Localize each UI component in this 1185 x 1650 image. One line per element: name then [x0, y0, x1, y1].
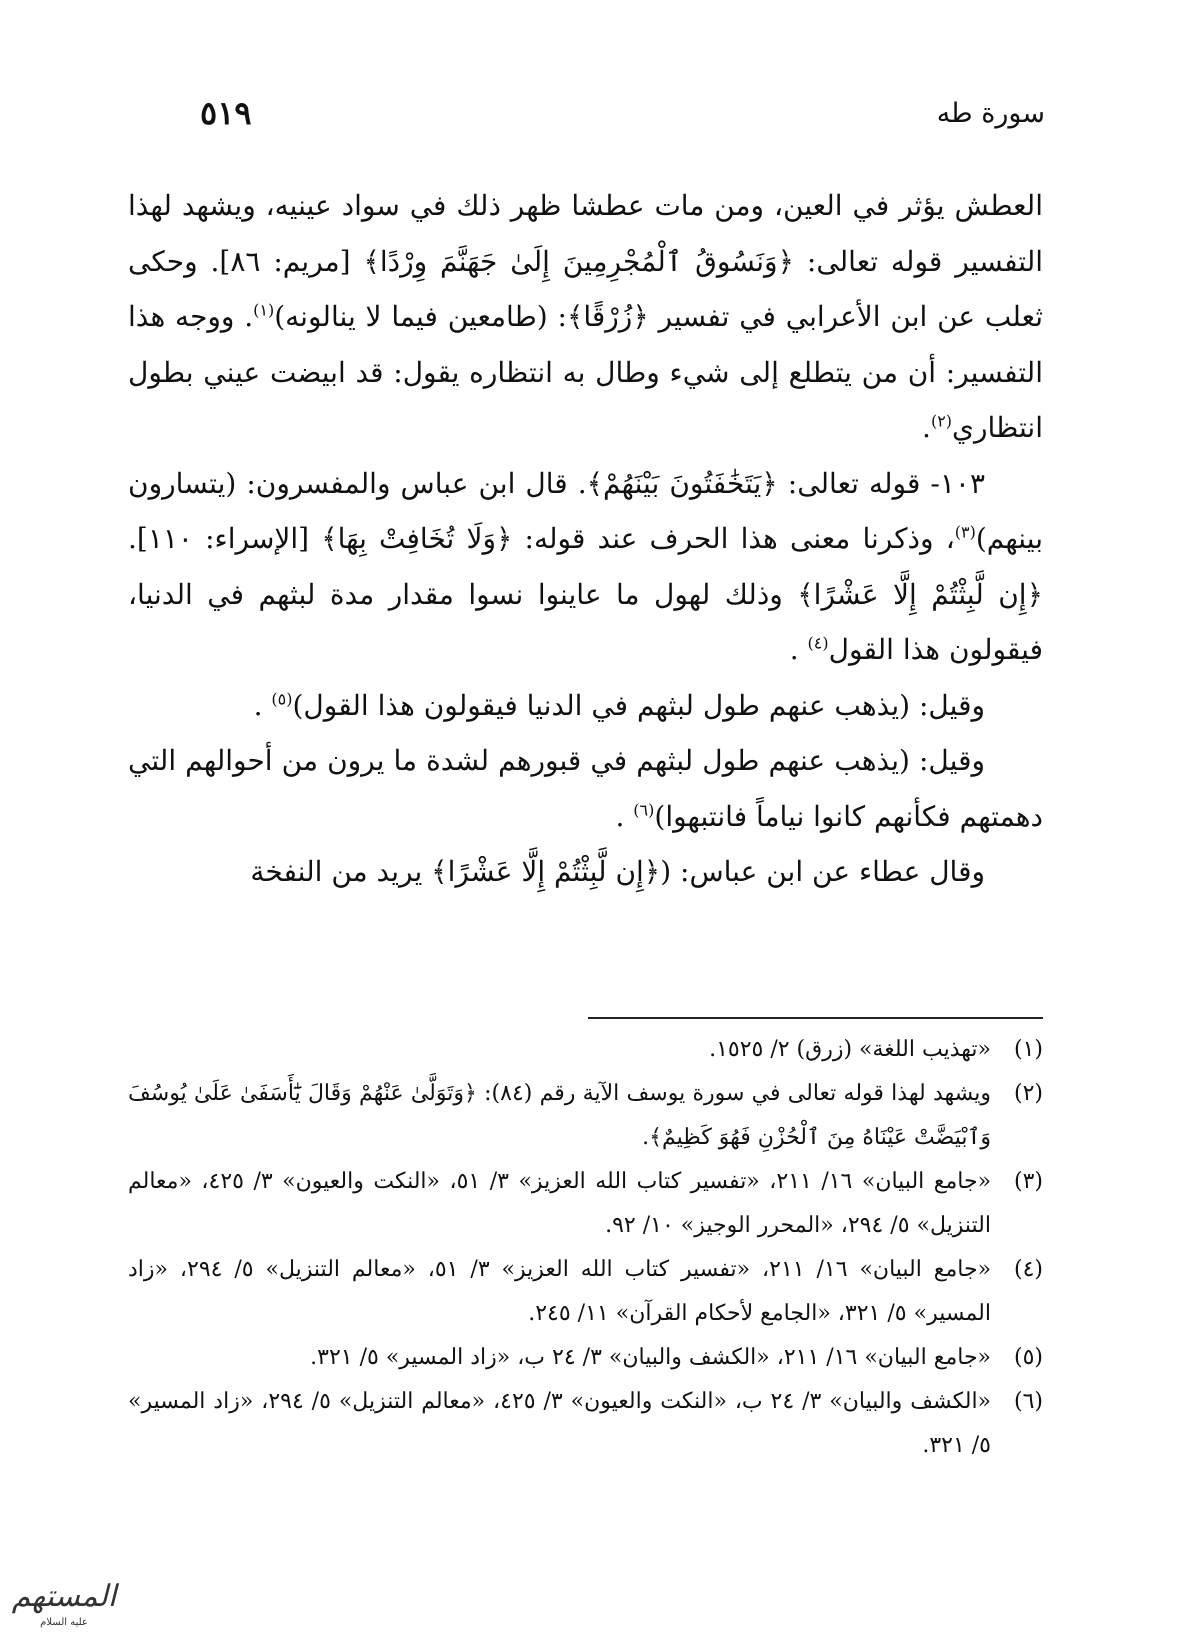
page-header — [170, 92, 1045, 142]
footnote-text: «جامع البيان» ١٦/ ٢١١، «تفسير كتاب الله العزيز» ٣/ ٥١، «معالم التنزيل» ٥/ ٢٩٤، «زاد المسير» ٥/ ٣٢١، «الجامع لأحكام القرآن» ١١/ ٢٤٥. — [128, 1257, 992, 1326]
footnote-number: (٣) — [1013, 1169, 1043, 1194]
paragraph: وقيل: (يذهب عنهم طول لبثهم في قبورهم لشدة ما يرون من أحوالهم التي دهمتهم فكأنهم كانوا نياماً فانتبهوا)$^{(٦)}$ . — [128, 744, 1043, 833]
footnote-number: (٢) — [1013, 1081, 1043, 1106]
surah-name: سورة طه — [936, 98, 1045, 129]
publisher-logo — [8, 1578, 120, 1640]
footnote-number: (٦) — [1013, 1389, 1043, 1414]
footnote-text: «جامع البيان» ١٦/ ٢١١، «الكشف والبيان» ٣/ ٢٤ ب، «زاد المسير» ٥/ ٣٢١. — [310, 1345, 991, 1370]
footnote-ref: (٦) — [633, 800, 655, 820]
paragraph: وقيل: (يذهب عنهم طول لبثهم في الدنيا فيقولون هذا القول)$^{(٥)}$ . — [253, 688, 985, 722]
logo-calligraphy: المستهم — [11, 1579, 117, 1614]
footnote — [128, 1072, 1043, 1160]
footnote — [128, 1028, 1043, 1072]
footnote-text: ويشهد لهذا قوله تعالى في سورة يوسف الآية رقم (٨٤): ﴿وَتَوَلَّىٰ عَنْهُمْ وَقَالَ يَٰٓأَسَفَىٰ عَلَىٰ يُوسُفَ وَٱبْيَضَّتْ عَيْنَاهُ مِنَ ٱلْحُزْنِ فَهُوَ كَظِيمٌ﴾. — [128, 1081, 992, 1150]
footnote — [128, 1248, 1043, 1336]
footnote-separator — [588, 1017, 1043, 1019]
footnote-text: «تهذيب اللغة» (زرق) ٢/ ١٥٢٥. — [709, 1037, 991, 1062]
footnote-number: (٥) — [1013, 1345, 1043, 1370]
footnote-ref: (١) — [253, 300, 275, 320]
footnote-ref: (٤) — [807, 633, 829, 653]
footnote-number: (١) — [1013, 1037, 1043, 1062]
logo-subtext: عليه السلام — [40, 1617, 88, 1628]
footnote-text: «جامع البيان» ١٦/ ٢١١، «تفسير كتاب الله العزيز» ٣/ ٥١، «النكت والعيون» ٣/ ٤٢٥، «معالم التنزيل» ٥/ ٢٩٤، «المحرر الوجيز» ١٠/ ٩٢. — [128, 1169, 992, 1238]
footnote-text: «الكشف والبيان» ٣/ ٢٤ ب، «النكت والعيون» ٣/ ٤٢٥، «معالم التنزيل» ٥/ ٢٩٤، «زاد المسير» ٥/ ٣٢١. — [128, 1389, 992, 1458]
page-number: ٥١٩ — [200, 94, 252, 132]
paragraph: وقال عطاء عن ابن عباس: (﴿إِن لَّبِثْتُمْ إِلَّا عَشْرًا﴾ يريد من النفخة — [250, 855, 985, 888]
main-text — [128, 178, 1043, 900]
footnote-ref: (٣) — [954, 522, 976, 542]
footnote-ref: (٢) — [930, 411, 953, 431]
footnote — [128, 1160, 1043, 1248]
paragraph: العطش يؤثر في العين، ومن مات عطشا ظهر ذلك في سواد عينيه، ويشهد لهذا التفسير قوله تعالى: ﴿وَنَسُوقُ ٱلْمُجْرِمِينَ إِلَىٰ جَهَنَّمَ وِرْدًا﴾ [مريم: ٨٦]. وحكى ثعلب عن ابن الأعرابي في تفسير ﴿زُرْقًا﴾: (طامعين فيما لا ينالونه)$^{(١)}$. ووجه هذا التفسير: أن من يتطلع إلى شيء وطال به انتظاره يقول: قد ابيضت عيني بطول انتظاري$^{(٢)}$. — [128, 189, 1044, 444]
footnote — [128, 1336, 1043, 1380]
footnote-number: (٤) — [1013, 1257, 1043, 1282]
footnote-ref: (٥) — [271, 689, 293, 709]
paragraph: ١٠٣- قوله تعالى: ﴿يَتَخَٰفَتُونَ بَيْنَهُمْ﴾. قال ابن عباس والمفسرون: (يتسارون بينهم)$^{(٣)}$، وذكرنا معنى هذا الحرف عند قوله: ﴿وَلَا تُخَافِتْ بِهَا﴾ [الإسراء: ١١٠]. ﴿إِن لَّبِثْتُمْ إِلَّا عَشْرًا﴾ وذلك لهول ما عاينوا نسوا مقدار مدة لبثهم في الدنيا، فيقولون هذا القول$^{(٤)}$ . — [128, 466, 1043, 666]
footnote — [128, 1380, 1043, 1468]
footnotes — [128, 1028, 1043, 1468]
